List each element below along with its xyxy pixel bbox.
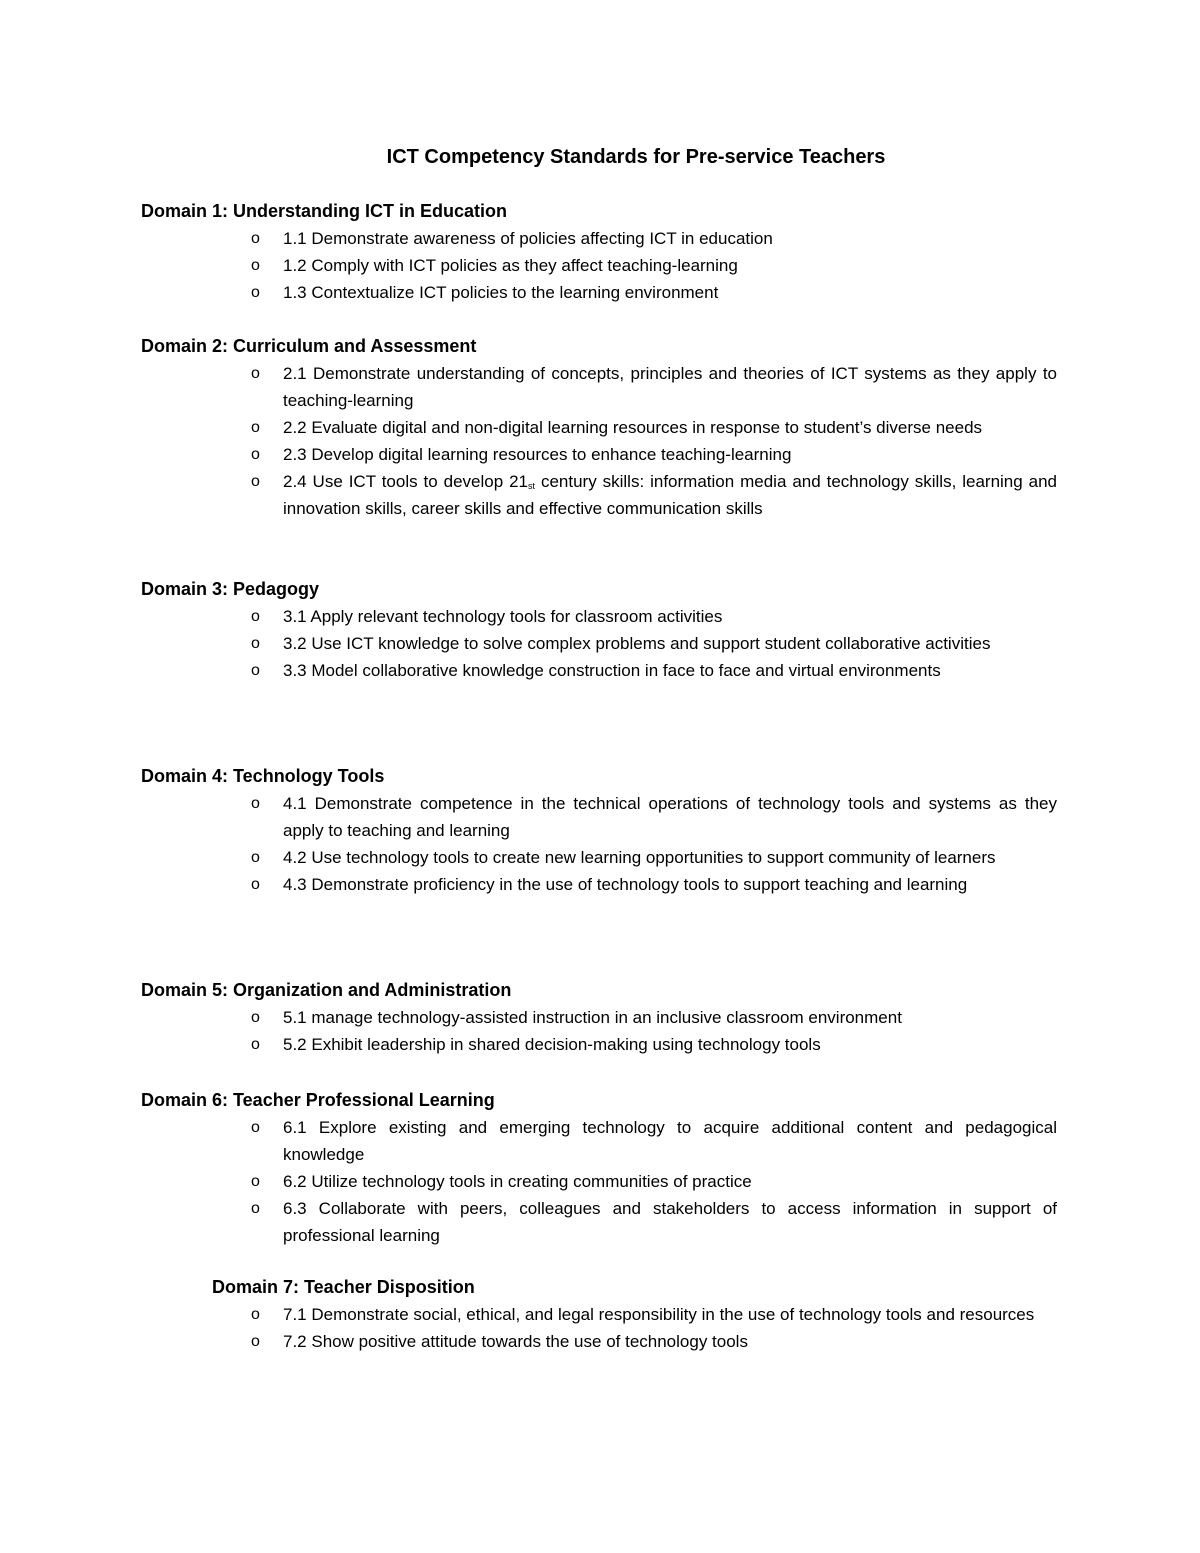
list-item: o 1.2 Comply with ICT policies as they affect teaching-learning: [141, 252, 1057, 279]
domain-4-list: [141, 790, 1081, 898]
domain-5-section: [141, 977, 1081, 1058]
list-item: o 4.3 Demonstrate proficiency in the use of technology tools to support teaching and learning: [141, 871, 1057, 898]
list-item: o 3.2 Use ICT knowledge to solve complex problems and support student collaborative activities: [141, 630, 1057, 657]
hollow-bullet-icon: o: [251, 257, 260, 274]
hollow-bullet-icon: o: [251, 230, 260, 247]
hollow-bullet-icon: o: [251, 1306, 260, 1323]
domain-7-list: [141, 1301, 1152, 1355]
hollow-bullet-icon: o: [251, 1333, 260, 1350]
list-item: o 5.1 manage technology-assisted instruction in an inclusive classroom environment: [141, 1004, 1057, 1031]
list-item: o 2.2 Evaluate digital and non-digital learning resources in response to student’s diverse needs: [141, 414, 1057, 441]
hollow-bullet-icon: o: [251, 446, 260, 463]
hollow-bullet-icon: o: [251, 1119, 260, 1136]
list-item: [141, 468, 1057, 522]
list-item: o 7.1 Demonstrate social, ethical, and legal responsibility in the use of technology tools and resources: [141, 1301, 1057, 1328]
list-item: o 6.2 Utilize technology tools in creating communities of practice: [141, 1168, 1057, 1195]
list-item: o 2.1 Demonstrate understanding of concepts, principles and theories of ICT systems as they apply to teaching-learning: [141, 360, 1057, 414]
list-item: o 2.3 Develop digital learning resources to enhance teaching-learning: [141, 441, 1057, 468]
domain-2-heading: Domain 2: Curriculum and Assessment: [141, 336, 477, 356]
hollow-bullet-icon: o: [251, 662, 260, 679]
list-item: o 6.3 Collaborate with peers, colleagues and stakeholders to access information in support of professional learning: [141, 1195, 1057, 1249]
hollow-bullet-icon: o: [251, 795, 260, 812]
hollow-bullet-icon: o: [251, 473, 260, 490]
list-item: o 7.2 Show positive attitude towards the use of technology tools: [141, 1328, 1057, 1355]
list-item: o 1.1 Demonstrate awareness of policies affecting ICT in education: [141, 225, 1057, 252]
hollow-bullet-icon: o: [251, 419, 260, 436]
domain-6-section: [141, 1087, 1081, 1249]
domain-5-list: [141, 1004, 1081, 1058]
domain-3-heading: Domain 3: Pedagogy: [141, 579, 320, 599]
list-item: o 4.1 Demonstrate competence in the technical operations of technology tools and systems as they apply to teaching and learning: [141, 790, 1057, 844]
domain-7-heading: Domain 7: Teacher Disposition: [212, 1277, 475, 1297]
item-2-4-text: 2.4 Use ICT tools to develop 21st century skills: information media and technology skills, learning and innovation skills, career skills and effective communication skills: [283, 472, 1057, 518]
domain-3-list: [141, 603, 1081, 684]
hollow-bullet-icon: o: [251, 1173, 260, 1190]
domain-1-section: [141, 198, 1081, 306]
domain-7-section: [212, 1274, 1152, 1355]
domain-2-section: [141, 333, 1081, 522]
domain-6-heading: Domain 6: Teacher Professional Learning: [141, 1090, 495, 1110]
domain-3-section: [141, 576, 1081, 684]
domain-4-heading: Domain 4: Technology Tools: [141, 766, 385, 786]
domain-1-list: [141, 225, 1081, 306]
hollow-bullet-icon: o: [251, 1036, 260, 1053]
hollow-bullet-icon: o: [251, 1009, 260, 1026]
domain-6-list: [141, 1114, 1081, 1249]
hollow-bullet-icon: o: [251, 876, 260, 893]
domain-1-heading: Domain 1: Understanding ICT in Education: [141, 201, 508, 221]
hollow-bullet-icon: o: [251, 849, 260, 866]
list-item: o 6.1 Explore existing and emerging technology to acquire additional content and pedagogical knowledge: [141, 1114, 1057, 1168]
hollow-bullet-icon: o: [251, 365, 260, 382]
document-title: ICT Competency Standards for Pre-service Teachers: [386, 146, 886, 168]
hollow-bullet-icon: o: [251, 635, 260, 652]
domain-4-section: [141, 763, 1081, 898]
hollow-bullet-icon: o: [251, 1200, 260, 1217]
list-item: o 1.3 Contextualize ICT policies to the learning environment: [141, 279, 1057, 306]
list-item: o 5.2 Exhibit leadership in shared decision-making using technology tools: [141, 1031, 1057, 1058]
hollow-bullet-icon: o: [251, 608, 260, 625]
list-item: o 3.1 Apply relevant technology tools for classroom activities: [141, 603, 1057, 630]
domain-2-list: [141, 360, 1081, 522]
hollow-bullet-icon: o: [251, 284, 260, 301]
list-item: o 4.2 Use technology tools to create new learning opportunities to support community of learners: [141, 844, 1057, 871]
domain-5-heading: Domain 5: Organization and Administration: [141, 980, 512, 1000]
list-item: o 3.3 Model collaborative knowledge construction in face to face and virtual environments: [141, 657, 1057, 684]
